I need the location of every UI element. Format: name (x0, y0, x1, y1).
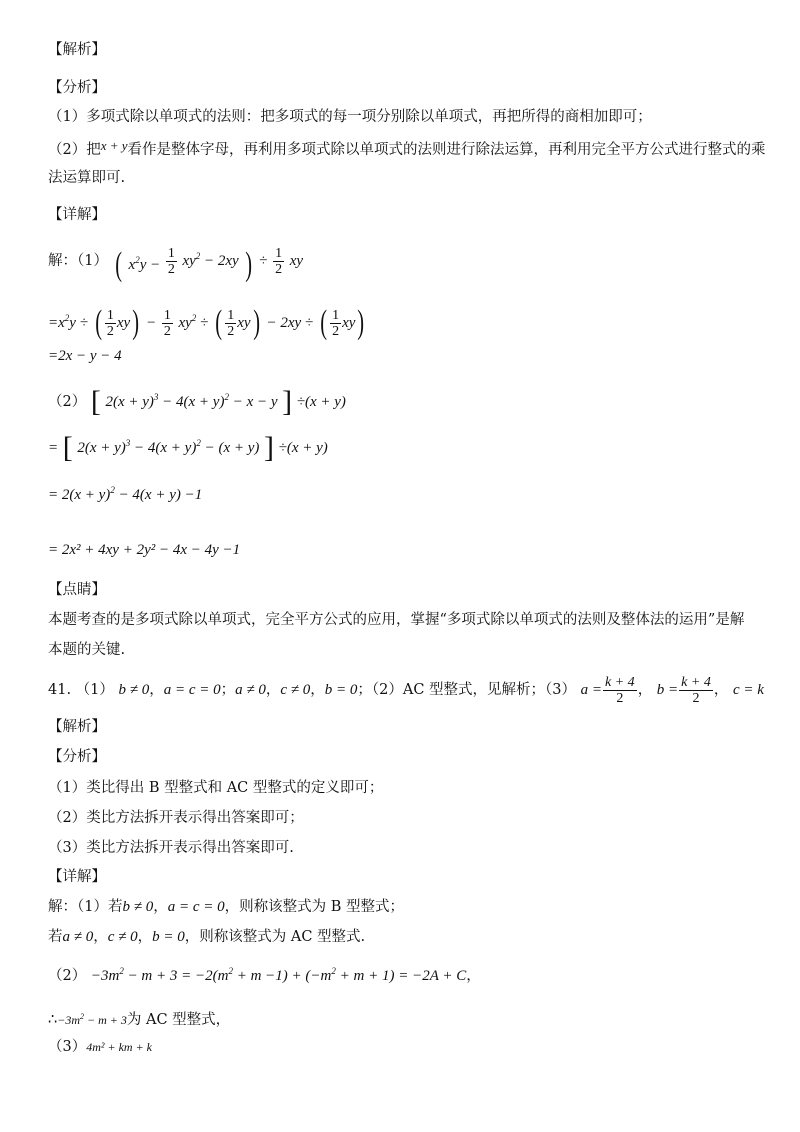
math-term: ÷(x + y) (278, 440, 328, 456)
analysis-heading: 【解析】 (48, 42, 106, 58)
answer-part2: （2）AC 型整式，见解析；（3） (371, 682, 577, 698)
math-term: − 2xy ÷ (266, 315, 314, 331)
analysis-heading-41: 【解析】 (48, 719, 106, 735)
math-op: ÷ (259, 253, 268, 269)
math-term: $xy^2$ ÷ (178, 313, 209, 331)
paren-open: ( (114, 246, 122, 283)
math-term: $x^2y$ − (128, 255, 161, 273)
math-term: b ≠ 0 (122, 899, 154, 915)
math-term: xy (116, 315, 131, 331)
solution-41-conclusion (48, 1007, 230, 1030)
math-term: ÷(x + y) (296, 394, 346, 410)
therefore-symbol: ∴ (48, 1012, 58, 1028)
paren-close: ) (357, 304, 365, 341)
math-term: a = c = 0 (167, 899, 225, 915)
math-term: = (48, 440, 59, 456)
dianjing-line-1: 本题考查的是多项式除以单项式，完全平方公式的应用，掌握“多项式除以单项式的法则及整体法的运用”是解 (48, 612, 745, 628)
math-term: $2(x + y)^3 - 4(x + y)^2 - x - y$ (105, 392, 278, 410)
math-term: a = c = 0 (163, 682, 221, 698)
math-term: c = k (732, 682, 764, 698)
solution-41-mid: ，则称该整式为 B 型整式； (224, 899, 404, 915)
xiangjie-heading-41: 【详解】 (48, 869, 106, 885)
math-term: $-3m^2 - m + 3$ (57, 1012, 127, 1027)
math-term: xy (289, 253, 304, 269)
fraction: $\frac{1}{2}$ (163, 307, 171, 339)
math-term: $xy^2 - 2xy$ (182, 251, 239, 269)
math-op: − (146, 315, 157, 331)
paren-open: ( (94, 304, 102, 341)
solution-41-part2: $(2) -3m^2 - m + 3 = -2(m^2 + m -1) + (-m^2 + m + 1) = -2A + C$， (48, 966, 481, 984)
math-term: $2(x + y)^3 - 4(x + y)^2 - (x + y)$ (77, 438, 260, 456)
solution-41-part3 (48, 1037, 152, 1057)
math-term: b ≠ 0 (118, 682, 150, 698)
question-number: 41. (48, 682, 72, 698)
math-term: a = (580, 682, 603, 698)
solution-41-part3-label: （3） (48, 1039, 87, 1055)
solution-41-line-2-post: ，则称该整式为 AC 型整式. (184, 929, 366, 945)
fraction: $\frac{k + 4}{2}$ (605, 674, 635, 706)
step2-expansion (48, 426, 328, 464)
paren-open: ( (215, 304, 222, 341)
fenxi-line-2-cont: 法运算即可. (48, 170, 126, 186)
dianjing-line-2: 本题的关键. (48, 642, 126, 658)
bracket-close: ] (264, 431, 275, 464)
bracket-open: [ (62, 431, 73, 464)
part2-expression (48, 380, 346, 418)
fenxi-41-line-1: （1）类比得出 B 型整式和 AC 型整式的定义即可； (48, 780, 384, 796)
solution-41-line-1: 解：（1）若b ≠ 0，a = c = 0，则称该整式为 B 型整式； (48, 899, 404, 915)
math-term: xy (237, 315, 251, 331)
part2-label: （2） (48, 394, 87, 410)
paren-open: ( (320, 304, 327, 341)
solution-41-part3-expr: 4m² + km + k (86, 1040, 153, 1054)
fraction: $\frac{1}{2}$ (275, 245, 283, 277)
fenxi-line-2 (48, 136, 766, 160)
solution-41-pre: 解：（1）若 (48, 899, 123, 915)
fenxi-expr: x + y (100, 138, 128, 153)
step2-intermediate: = $2(x + y)^2 - 4(x + y) -1$ (48, 485, 203, 503)
math-term: c ≠ 0 (107, 929, 138, 945)
math-term: $=x^2y$ ÷ (48, 313, 88, 331)
math-term: b = 0 (324, 682, 358, 698)
step1-expansion (48, 300, 367, 341)
math-term: c ≠ 0 (280, 682, 311, 698)
bracket-open: [ (90, 385, 101, 418)
fenxi-heading-41: 【分析】 (48, 749, 106, 765)
math-term: a ≠ 0 (62, 929, 94, 945)
fraction: $\frac{1}{2}$ (332, 307, 340, 339)
math-term: b = 0 (152, 929, 185, 945)
math-term: b = (656, 682, 679, 698)
fraction: $\frac{1}{2}$ (227, 307, 235, 339)
fenxi-heading: 【分析】 (48, 80, 106, 96)
answer-part1-label: （1） (75, 682, 114, 698)
fraction: $\frac{1}{2}$ (167, 245, 175, 277)
math-term: xy (342, 315, 356, 331)
xiangjie-heading: 【详解】 (48, 207, 106, 223)
dianjing-heading: 【点睛】 (48, 582, 106, 598)
solution-41-part2-label: （2） (48, 968, 87, 984)
solution-41-line-2-pre: 若 (48, 929, 63, 945)
fraction: $\frac{1}{2}$ (106, 307, 114, 339)
solution-41-conclusion-post: 为 AC 型整式， (126, 1012, 231, 1028)
solution-part1-line (48, 236, 304, 283)
bracket-close: ] (282, 385, 293, 418)
paren-close: ) (132, 304, 140, 341)
fenxi-line-2-pre: （2）把 (48, 142, 101, 158)
fenxi-41-line-3: （3）类比方法拆开表示得出答案即可. (48, 840, 294, 856)
step2-result: = 2x² + 4xy + 2y² − 4x − 4y −1 (48, 542, 241, 558)
math-term: $-3m^2 - m + 3 = -2(m^2 + m -1) + (-m^2 + m + 1) = -2A + C$ (90, 966, 467, 984)
fenxi-line-2-post: 看作是整体字母，再利用多项式除以单项式的法则进行除法运算，再利用完全平方公式进行整式的乘 (127, 142, 766, 158)
fenxi-41-line-2: （2）类比方法拆开表示得出答案即可； (48, 810, 304, 826)
paren-close: ) (245, 246, 253, 283)
paren-close: ) (252, 304, 260, 341)
solution-41-line-2: 若a ≠ 0，c ≠ 0，b = 0，则称该整式为 AC 型整式. (48, 929, 366, 945)
step1-result: =2x − y − 4 (48, 348, 122, 364)
question-41-answer: 41. （1） b ≠ 0，a = c = 0；a ≠ 0，c ≠ 0，b = 0；（2）AC 型整式，见解析；（3） a = $\frac{k + 4}{2}$ ， b = $\frac{k + 4}{2}$ ， c = k (48, 674, 764, 706)
fraction: $\frac{k + 4}{2}$ (681, 674, 711, 706)
math-term: a ≠ 0 (235, 682, 266, 698)
fenxi-line-1: （1）多项式除以单项式的法则：把多项式的每一项分别除以单项式，再把所得的商相加即可； (48, 109, 652, 125)
solution-prefix: 解：（1） (48, 253, 108, 269)
